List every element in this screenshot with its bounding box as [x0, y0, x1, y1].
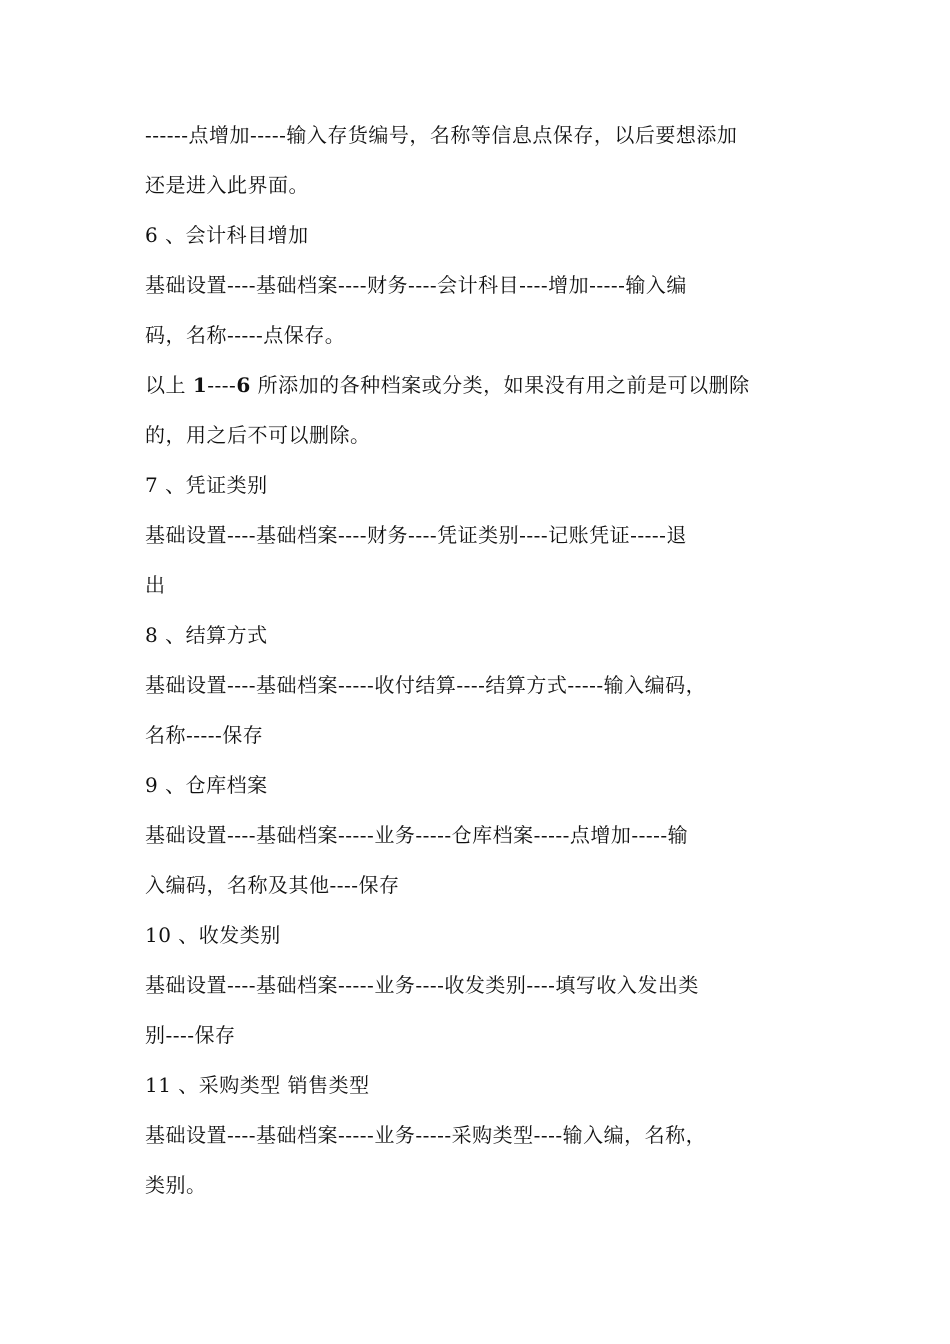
text-line-9: 基础设置----基础档案----财务----凭证类别----记账凭证----‐退: [145, 523, 687, 547]
section-heading-6: 6 、会计科目增加: [145, 223, 309, 247]
section-heading-10: 10 、收发类别: [145, 923, 281, 947]
text-line-5: 码，名称----‐点保存。: [145, 323, 346, 347]
text-line-7: 的，用之后不可以删除。: [145, 423, 371, 447]
text-line-1: ----‐‐点增加----‐输入存货编号，名称等信息点保存，以后要想添加: [145, 123, 738, 147]
text-line-16: 入编码，名称及其他----保存: [145, 873, 400, 897]
text-line-6: [145, 370, 825, 400]
text-line-6-bold-1: 1: [192, 373, 208, 397]
text-line-18: 基础设置----基础档案----‐业务----收发类别----填写收入发出类: [145, 973, 699, 997]
text-line-6-suffix: 所添加的各种档案或分类，如果没有用之前是可以删除: [250, 373, 750, 397]
text-line-2: 还是进入此界面。: [145, 173, 309, 197]
section-heading-11: 11 、采购类型 销售类型: [145, 1073, 370, 1097]
text-line-6-middle: ----: [207, 373, 237, 397]
section-heading-9: 9 、仓库档案: [145, 773, 268, 797]
section-heading-7: 7 、凭证类别: [145, 473, 268, 497]
text-line-4: 基础设置----基础档案----财务----会计科目----增加----‐输入编: [145, 273, 687, 297]
text-line-19: 别----保存: [145, 1023, 236, 1047]
text-line-6-bold-6: 6: [236, 373, 251, 397]
section-heading-8: 8 、结算方式: [145, 623, 268, 647]
text-line-22: 类别。: [145, 1173, 207, 1197]
text-line-15: 基础设置----基础档案----‐业务----‐仓库档案----‐点增加----‐输: [145, 823, 689, 847]
text-line-12: 基础设置----基础档案----‐收付结算----结算方式----‐输入编码，: [145, 673, 707, 697]
text-line-10: 出: [145, 573, 166, 597]
text-line-13: 名称----‐保存: [145, 723, 264, 747]
text-line-6-prefix: 以上: [145, 373, 193, 397]
text-line-21: 基础设置----基础档案----‐业务----‐采购类型----输入编，名称，: [145, 1123, 707, 1147]
